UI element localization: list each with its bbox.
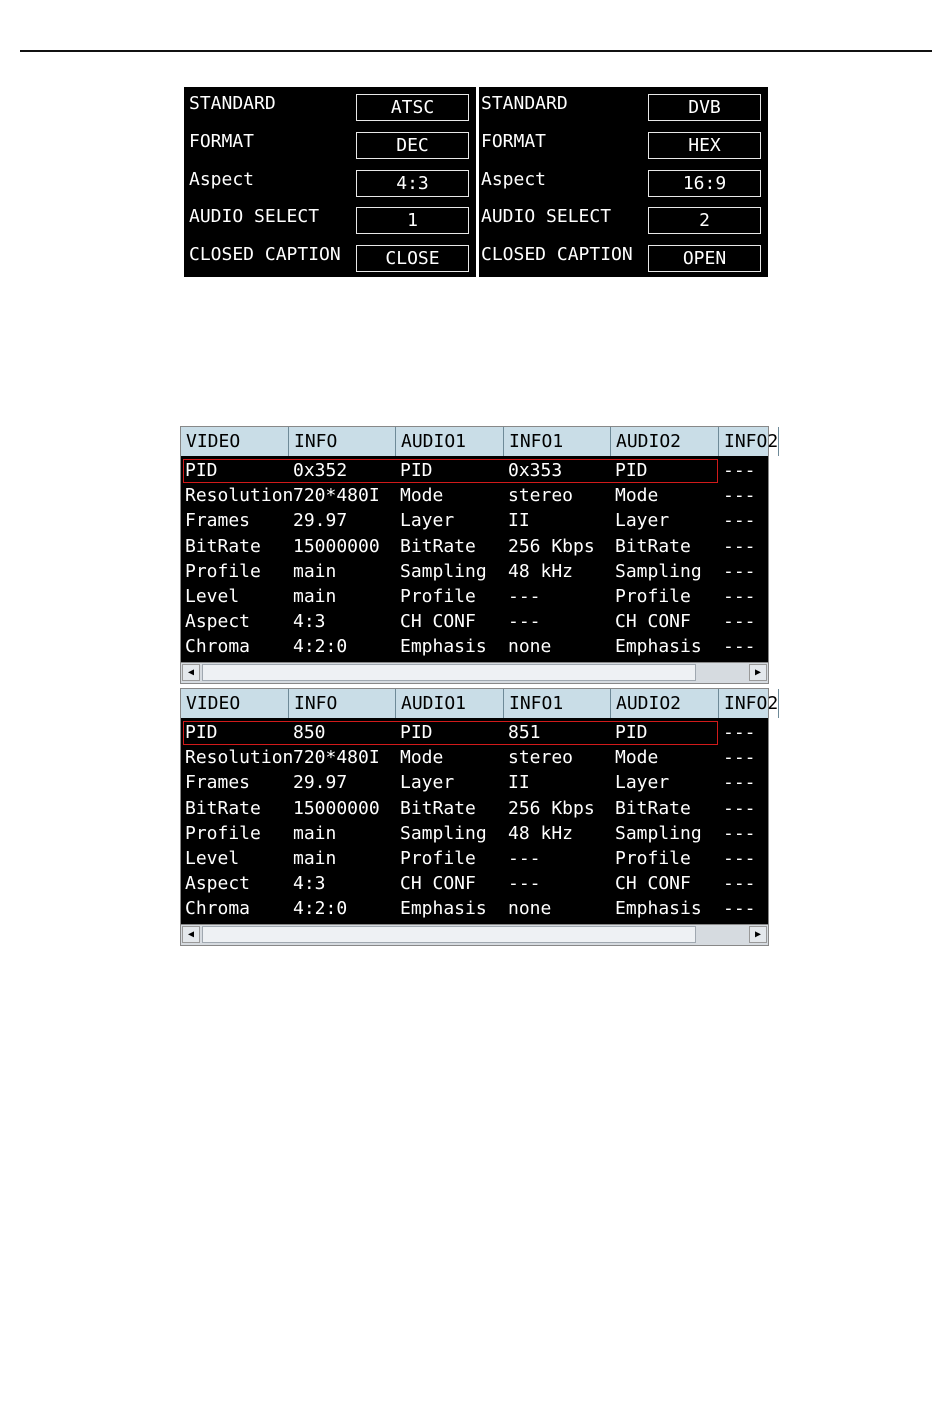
table-cell: 29.97 <box>293 772 348 794</box>
column-header-info2[interactable]: INFO2 <box>719 689 779 718</box>
table-cell: Profile <box>615 586 691 607</box>
table-cell: --- <box>723 560 756 582</box>
table-cell: --- <box>723 460 756 481</box>
table-row[interactable] <box>181 745 768 770</box>
table-cell: Layer <box>615 510 670 532</box>
table-cell: Profile <box>185 822 261 844</box>
table-cell: CH CONF <box>615 873 691 895</box>
table-cell: --- <box>723 822 756 844</box>
table-cell: --- <box>723 636 756 658</box>
table-cell: --- <box>723 485 756 507</box>
setting-row-closed-caption <box>479 238 768 276</box>
setting-row-aspect <box>184 163 476 201</box>
table-cell: BitRate <box>615 535 691 557</box>
table-cell: --- <box>723 873 756 895</box>
column-header-video[interactable]: VIDEO <box>181 427 289 456</box>
scrollbar-thumb[interactable] <box>202 664 696 681</box>
table-row[interactable] <box>181 508 768 533</box>
table-cell: 4:3 <box>293 873 326 895</box>
table-cell: stereo <box>508 747 574 769</box>
table-cell: Layer <box>400 510 455 532</box>
table-cell: --- <box>508 848 541 869</box>
table-row[interactable] <box>181 458 768 483</box>
table-cell: PID <box>615 460 648 481</box>
table-cell: 0x353 <box>508 460 563 481</box>
table-cell: Frames <box>185 772 251 794</box>
table-cell: 4:2:0 <box>293 636 348 658</box>
scrollbar-thumb[interactable] <box>202 926 696 943</box>
column-header-info[interactable]: INFO <box>289 689 396 718</box>
table-cell: 15000000 <box>293 535 380 557</box>
setting-row-closed-caption <box>184 238 476 276</box>
table-row[interactable] <box>181 796 768 821</box>
table-cell: PID <box>615 722 648 743</box>
settings-panel-dvb <box>479 87 768 277</box>
setting-label: STANDARD <box>189 93 276 114</box>
table-cell: none <box>508 636 552 658</box>
table-row[interactable] <box>181 846 768 871</box>
table-cell: --- <box>723 797 756 819</box>
column-header-audio2[interactable]: AUDIO2 <box>611 427 719 456</box>
table-row[interactable] <box>181 896 768 921</box>
table-cell: PID <box>400 722 433 743</box>
table-cell: Resolution <box>185 485 294 507</box>
table-cell: II <box>508 510 530 532</box>
table-cell: Sampling <box>400 822 487 844</box>
setting-value-field[interactable]: DEC <box>356 132 469 159</box>
top-rule <box>20 50 932 52</box>
setting-value-field[interactable]: 1 <box>356 207 469 234</box>
setting-value-field[interactable]: OPEN <box>648 245 761 272</box>
table-cell: Level <box>185 848 240 869</box>
table-cell: --- <box>723 586 756 607</box>
table-cell: --- <box>723 848 756 869</box>
table-cell: BitRate <box>615 797 691 819</box>
table-cell: CH CONF <box>400 873 476 895</box>
column-header-video[interactable]: VIDEO <box>181 689 289 718</box>
column-header-info1[interactable]: INFO1 <box>504 689 611 718</box>
table-cell: main <box>293 560 337 582</box>
setting-label: Aspect <box>189 169 255 190</box>
setting-label: CLOSED CAPTION <box>189 244 341 265</box>
setting-row-standard <box>184 87 476 125</box>
column-header-info[interactable]: INFO <box>289 427 396 456</box>
table-cell: Profile <box>400 586 476 607</box>
table-cell: Frames <box>185 510 251 532</box>
setting-row-standard <box>479 87 768 125</box>
table-cell: --- <box>723 772 756 794</box>
setting-value-field[interactable]: ATSC <box>356 94 469 121</box>
column-header-audio2[interactable]: AUDIO2 <box>611 689 719 718</box>
table-cell: Chroma <box>185 898 251 920</box>
table-cell: --- <box>508 586 541 607</box>
setting-value-field[interactable]: 2 <box>648 207 761 234</box>
setting-row-audio-select <box>479 200 768 238</box>
table-cell: 48 kHz <box>508 560 574 582</box>
column-header-info2[interactable]: INFO2 <box>719 427 779 456</box>
table-cell: PID <box>400 460 433 481</box>
table-cell: Sampling <box>615 560 702 582</box>
setting-label: FORMAT <box>481 131 547 152</box>
table-cell: PID <box>185 722 218 743</box>
table-cell: --- <box>723 535 756 557</box>
table-cell: stereo <box>508 485 574 507</box>
setting-value-field[interactable]: 16:9 <box>648 170 761 197</box>
table-cell: Emphasis <box>615 898 702 920</box>
table-cell: 720*480I <box>293 747 380 769</box>
table-cell: main <box>293 586 337 607</box>
table-cell: Mode <box>615 747 659 769</box>
stream-info-table-hex <box>180 426 779 684</box>
table-cell: BitRate <box>185 797 261 819</box>
table-cell: 15000000 <box>293 797 380 819</box>
table-cell: 4:2:0 <box>293 898 348 920</box>
table-row[interactable] <box>181 770 768 795</box>
table-cell: 256 Kbps <box>508 535 595 557</box>
setting-value-field[interactable]: DVB <box>648 94 761 121</box>
table-cell: Emphasis <box>615 636 702 658</box>
setting-label: STANDARD <box>481 93 568 114</box>
setting-label: FORMAT <box>189 131 255 152</box>
stream-info-table-dec <box>180 688 779 946</box>
table-cell: Profile <box>615 848 691 869</box>
scroll-left-arrow-icon[interactable]: ◀ <box>182 926 200 943</box>
scroll-right-arrow-icon[interactable]: ▶ <box>749 664 767 681</box>
setting-value-field[interactable]: CLOSE <box>356 245 469 272</box>
table-row[interactable] <box>181 584 768 609</box>
table-cell: 4:3 <box>293 611 326 633</box>
table-row[interactable] <box>181 821 768 846</box>
table-cell: CH CONF <box>400 611 476 633</box>
horizontal-scrollbar[interactable] <box>181 924 768 945</box>
setting-label: AUDIO SELECT <box>189 206 320 227</box>
table-cell: --- <box>723 510 756 532</box>
setting-value-field[interactable]: 4:3 <box>356 170 469 197</box>
table-cell: Mode <box>400 747 444 769</box>
table-cell: Layer <box>615 772 670 794</box>
scroll-right-arrow-icon[interactable]: ▶ <box>749 926 767 943</box>
table-cell: main <box>293 848 337 869</box>
table-cell: Aspect <box>185 611 251 633</box>
setting-row-format <box>184 125 476 163</box>
column-header-info1[interactable]: INFO1 <box>504 427 611 456</box>
settings-comparison <box>184 87 768 277</box>
table-cell: Profile <box>400 848 476 869</box>
table-cell: main <box>293 822 337 844</box>
table-cell: Aspect <box>185 873 251 895</box>
table-cell: --- <box>508 611 541 633</box>
table-header <box>181 689 779 718</box>
table-header <box>181 427 779 456</box>
setting-label: Aspect <box>481 169 547 190</box>
column-header-audio1[interactable]: AUDIO1 <box>396 427 504 456</box>
setting-row-format <box>479 125 768 163</box>
table-cell: Profile <box>185 560 261 582</box>
table-cell: 256 Kbps <box>508 797 595 819</box>
setting-label: AUDIO SELECT <box>481 206 612 227</box>
table-cell: Sampling <box>615 822 702 844</box>
table-cell: Emphasis <box>400 636 487 658</box>
setting-value-field[interactable]: HEX <box>648 132 761 159</box>
settings-panel-atsc <box>184 87 476 277</box>
column-header-audio1[interactable]: AUDIO1 <box>396 689 504 718</box>
table-cell: Level <box>185 586 240 607</box>
table-cell: 0x352 <box>293 460 348 481</box>
setting-label: CLOSED CAPTION <box>481 244 633 265</box>
table-cell: Layer <box>400 772 455 794</box>
table-cell: --- <box>723 611 756 633</box>
table-row[interactable] <box>181 483 768 508</box>
setting-row-audio-select <box>184 200 476 238</box>
table-row[interactable] <box>181 871 768 896</box>
table-cell: 48 kHz <box>508 822 574 844</box>
table-cell: CH CONF <box>615 611 691 633</box>
table-row[interactable] <box>181 559 768 584</box>
table-cell: Sampling <box>400 560 487 582</box>
table-cell: --- <box>723 898 756 920</box>
table-row[interactable] <box>181 634 768 659</box>
table-cell: 850 <box>293 722 326 743</box>
table-cell: 720*480I <box>293 485 380 507</box>
table-cell: --- <box>723 722 756 743</box>
table-cell: Chroma <box>185 636 251 658</box>
table-cell: BitRate <box>400 535 476 557</box>
scroll-left-arrow-icon[interactable]: ◀ <box>182 664 200 681</box>
table-cell: Resolution <box>185 747 294 769</box>
table-cell: PID <box>185 460 218 481</box>
table-row[interactable] <box>181 720 768 745</box>
table-cell: Mode <box>400 485 444 507</box>
table-cell: 851 <box>508 722 541 743</box>
table-cell: --- <box>723 747 756 769</box>
setting-row-aspect <box>479 163 768 201</box>
table-cell: --- <box>508 873 541 895</box>
table-row[interactable] <box>181 609 768 634</box>
table-row[interactable] <box>181 534 768 559</box>
table-cell: 29.97 <box>293 510 348 532</box>
horizontal-scrollbar[interactable] <box>181 662 768 683</box>
table-cell: Emphasis <box>400 898 487 920</box>
table-cell: II <box>508 772 530 794</box>
table-cell: Mode <box>615 485 659 507</box>
table-cell: none <box>508 898 552 920</box>
table-cell: BitRate <box>400 797 476 819</box>
table-cell: BitRate <box>185 535 261 557</box>
